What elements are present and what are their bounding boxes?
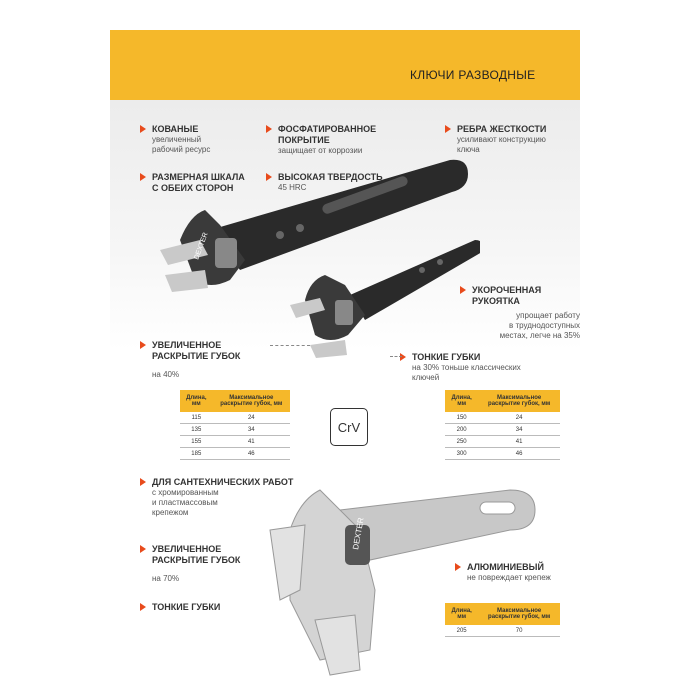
cell-length: 135 (180, 424, 213, 436)
feature-desc: 45 HRC (278, 183, 307, 192)
column-header: Длина, мм (445, 603, 478, 625)
bullet-icon (140, 173, 146, 181)
small-black-wrench (290, 240, 480, 358)
spec-table-bottom (445, 603, 560, 637)
feature-title: УКОРОЧЕННАЯ РУКОЯТКА (472, 285, 542, 306)
feature-title: ТОНКИЕ ГУБКИ (152, 602, 221, 612)
bullet-icon (460, 286, 466, 294)
table-row (180, 448, 290, 460)
leader-line (270, 345, 310, 346)
table-row (445, 625, 560, 637)
bullet-icon (445, 125, 451, 133)
cell-opening: 46 (213, 448, 290, 460)
feature-title: ТОНКИЕ ГУБКИ (412, 352, 481, 362)
column-header: Длина, мм (180, 390, 213, 412)
crv-material-badge: CrV (330, 408, 368, 446)
feature-aluminium (455, 562, 575, 583)
feature-high-hardness (266, 172, 396, 193)
feature-title: ФОСФАТИРОВАННОЕ ПОКРЫТИЕ (278, 124, 377, 145)
table-row (180, 436, 290, 448)
feature-title: УВЕЛИЧЕННОЕ РАСКРЫТИЕ ГУБОК (152, 544, 241, 565)
bullet-icon (140, 545, 146, 553)
table-row (445, 424, 560, 436)
column-header: Максимальное раскрытие губок, мм (478, 603, 560, 625)
column-header: Максимальное раскрытие губок, мм (213, 390, 290, 412)
feature-desc: на 70% (152, 574, 180, 583)
feature-title: КОВАНЫЕ (152, 124, 199, 134)
feature-plumbing-work (140, 477, 300, 518)
feature-title: УВЕЛИЧЕННОЕ РАСКРЫТИЕ ГУБОК (152, 340, 241, 361)
table-row (180, 424, 290, 436)
feature-wide-jaw-opening (140, 340, 270, 380)
column-header: Максимальное раскрытие губок, мм (478, 390, 560, 412)
table-row (445, 436, 560, 448)
page-title: КЛЮЧИ РАЗВОДНЫЕ (410, 68, 536, 82)
bullet-icon (140, 478, 146, 486)
bullet-icon (400, 353, 406, 361)
brand-text-aluminium: DEXTER (351, 516, 366, 551)
brand-text-large: DEXTER (193, 231, 210, 261)
bullet-icon (140, 603, 146, 611)
feature-thin-jaws-alu (140, 602, 270, 613)
feature-desc: усиливают конструкцию ключа (457, 135, 546, 154)
bullet-icon (140, 125, 146, 133)
spec-table-right (445, 390, 560, 460)
table-row (445, 448, 560, 460)
cell-length: 300 (445, 448, 478, 460)
spec-table-left (180, 390, 290, 460)
feature-short-handle (460, 285, 580, 341)
feature-desc: с хромированным и пластмассовым крепежом (152, 488, 219, 517)
cell-length: 250 (445, 436, 478, 448)
feature-desc: на 30% тоньше классических ключей (412, 363, 521, 382)
feature-title: АЛЮМИНИЕВЫЙ (467, 562, 544, 572)
feature-thin-jaws (400, 352, 580, 383)
feature-forged (140, 124, 260, 155)
feature-desc: увеличенный рабочий ресурс (152, 135, 211, 154)
bullet-icon (455, 563, 461, 571)
bullet-icon (266, 125, 272, 133)
cell-opening: 24 (478, 412, 560, 424)
bullet-icon (266, 173, 272, 181)
bullet-icon (140, 341, 146, 349)
feature-desc: на 40% (152, 370, 180, 379)
cell-opening: 70 (478, 625, 560, 637)
leader-line (390, 356, 402, 357)
table-row (180, 412, 290, 424)
cell-length: 150 (445, 412, 478, 424)
cell-length: 205 (445, 625, 478, 637)
feature-title: ВЫСОКАЯ ТВЕРДОСТЬ (278, 172, 383, 182)
cell-opening: 34 (213, 424, 290, 436)
cell-opening: 41 (478, 436, 560, 448)
feature-desc: защищает от коррозии (278, 146, 363, 155)
feature-desc: упрощает работу в труднодоступных местах, легче на 35% (499, 311, 580, 340)
cell-length: 115 (180, 412, 213, 424)
feature-stiffening-ribs (445, 124, 575, 155)
cell-length: 185 (180, 448, 213, 460)
cell-opening: 41 (213, 436, 290, 448)
cell-opening: 46 (478, 448, 560, 460)
cell-opening: 24 (213, 412, 290, 424)
cell-length: 200 (445, 424, 478, 436)
column-header: Длина, мм (445, 390, 478, 412)
table-row (445, 412, 560, 424)
cell-length: 155 (180, 436, 213, 448)
feature-wide-jaw-opening-alu (140, 544, 270, 584)
feature-size-scale (140, 172, 260, 194)
feature-title: РЕБРА ЖЕСТКОСТИ (457, 124, 547, 134)
cell-opening: 34 (478, 424, 560, 436)
feature-title: ДЛЯ САНТЕХНИЧЕСКИХ РАБОТ (152, 477, 294, 487)
feature-phosphate-coating (266, 124, 396, 156)
feature-title: РАЗМЕРНАЯ ШКАЛА С ОБЕИХ СТОРОН (152, 172, 245, 193)
feature-desc: не повреждает крепеж (467, 573, 551, 582)
